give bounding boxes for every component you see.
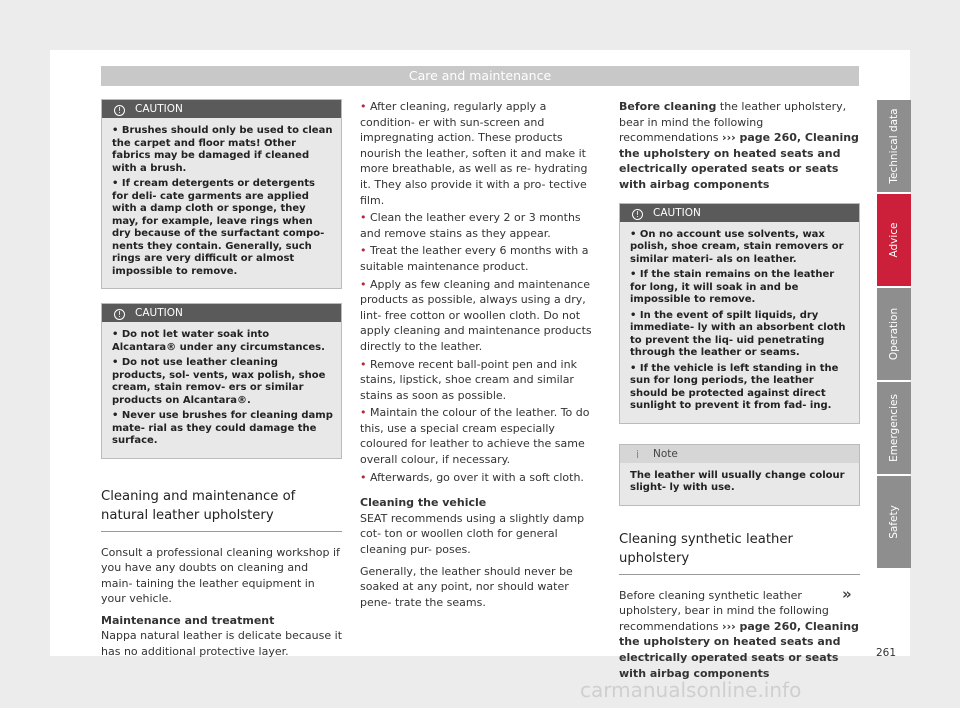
paragraph: Before cleaning synthetic leather upholstery, bear in mind the following recommendations ››› page 260, Cleaning the upholstery on heated seats and electrically operated seats or seats with airbag components xyxy=(619,588,859,680)
caution-icon: ! xyxy=(632,209,643,220)
list-item: • Treat the leather every 6 months with a suitable maintenance product. xyxy=(360,244,589,273)
page-link[interactable]: ››› page 260, Cleaning the upholstery on heated seats and electrically operated seats or seats with airbag components xyxy=(619,619,859,680)
tab-operation[interactable]: Operation xyxy=(877,288,911,380)
caution-title: CAUTION xyxy=(135,307,183,319)
paragraph: Consult a professional cleaning workshop if you have any doubts on cleaning and main- taining the leather equipment in your vehicle. xyxy=(101,545,340,606)
note-box xyxy=(619,444,860,506)
list-item: • After cleaning, regularly apply a condition- er with sun-screen and impregnating action. These products nourish the leather, soften it and make it more breathable, as well as re- hydrating it. They also provide it with a pro- tective film. xyxy=(360,100,588,207)
paragraph: Nappa natural leather is delicate because it has no additional protective layer. xyxy=(101,629,343,659)
list-item: • Clean the leather every 2 or 3 months and remove stains as they appear. xyxy=(360,211,581,240)
paragraph: SEAT recommends using a slightly damp cot- ton or woollen cloth for general cleaning pur- poses. xyxy=(360,511,585,557)
column-3 xyxy=(619,99,860,687)
caution-item: • Never use brushes for cleaning damp mate- rial as they could damage the surface. xyxy=(112,410,333,446)
caution-item: • Do not use leather cleaning products, sol- vents, wax polish, shoe cream, stain remov- ers or similar products on Alcantara®. xyxy=(112,357,326,406)
paragraph: Generally, the leather should never be soaked at any point, nor should water pene- trate the seams. xyxy=(360,564,573,609)
caution-item: • If the vehicle is left standing in the sun for long periods, the leather should be protected against direct sunlight to prevent it from fad- ing. xyxy=(630,362,839,412)
list-item: • Afterwards, go over it with a soft cloth. xyxy=(360,470,584,484)
tab-technical-data[interactable]: Technical data xyxy=(877,100,911,192)
caution-item: • Brushes should only be used to clean the carpet and floor mats! Other fabrics may be damaged if cleaned with a brush. xyxy=(112,125,333,174)
tab-safety[interactable]: Safety xyxy=(877,476,911,568)
caution-title: CAUTION xyxy=(135,103,183,115)
tab-emergencies[interactable]: Emergencies xyxy=(877,382,911,474)
page-number: 261 xyxy=(876,647,897,659)
caution-item: • Do not let water soak into Alcantara® under any circumstances. xyxy=(112,329,325,353)
caution-icon: ! xyxy=(114,105,125,116)
watermark: carmanualsonline.info xyxy=(580,678,802,702)
tab-advice[interactable]: Advice xyxy=(877,194,911,286)
caution-item: • If the stain remains on the leather for long, it will soak in and be impossible to remove. xyxy=(630,269,835,306)
list-item: • Maintain the colour of the leather. To do this, use a special cream especially coloured for leather to achieve the same overall colour, if necessary. xyxy=(360,406,590,467)
caution-item: • If cream detergents or detergents for deli- cate garments are applied with a damp cloth or sponge, they may, for example, leave rings when dry because of the surfactant compo- nents they contain. Generally, such rings are very difficult or almost impossible to remove. xyxy=(112,178,325,277)
column-2 xyxy=(360,99,601,616)
caution-title: CAUTION xyxy=(653,206,701,219)
note-title: Note xyxy=(653,447,678,460)
caution-box-2 xyxy=(101,303,342,459)
section-heading: Cleaning and maintenance of natural leather upholstery xyxy=(101,487,342,532)
caution-icon: ! xyxy=(114,309,125,320)
caution-item: • On no account use solvents, wax polish, shoe cream, stain removers or similar materi- als on leather. xyxy=(630,228,844,265)
info-icon: i xyxy=(635,447,640,461)
page-header: Care and maintenance xyxy=(101,66,859,86)
subheading: Cleaning the vehicle xyxy=(360,496,487,510)
caution-box-1 xyxy=(101,99,342,289)
continue-mark: » xyxy=(842,585,852,603)
caution-item: • In the event of spilt liquids, dry immediate- ly with an absorbent cloth to prevent the liq- uid penetrating through the leather or seams. xyxy=(630,309,846,359)
page-link[interactable]: ››› page 260, Cleaning the upholstery on heated seats and electrically operated seats or seats with airbag components xyxy=(619,131,859,191)
note-text: The leather will usually change colour slight- ly with use. xyxy=(630,469,845,494)
list-item: • Remove recent ball-point pen and ink stains, lipstick, shoe cream and similar stains as soon as possible. xyxy=(360,357,577,402)
column-1 xyxy=(101,99,342,666)
paragraph: Before cleaning the leather upholstery, bear in mind the following recommendations ››› page 260, Cleaning the upholstery on heated seats and electrically operated seats or seats with airbag components xyxy=(619,100,859,191)
side-tabs xyxy=(877,100,911,570)
section-heading: Cleaning synthetic leather upholstery xyxy=(619,530,860,575)
list-item: • Apply as few cleaning and maintenance products as possible, always using a dry, lint- free cotton or woollen cloth. Do not apply cleaning and maintenance products directly to the leather. xyxy=(360,277,592,353)
subheading: Maintenance and treatment xyxy=(101,613,275,627)
caution-box-3 xyxy=(619,203,860,424)
